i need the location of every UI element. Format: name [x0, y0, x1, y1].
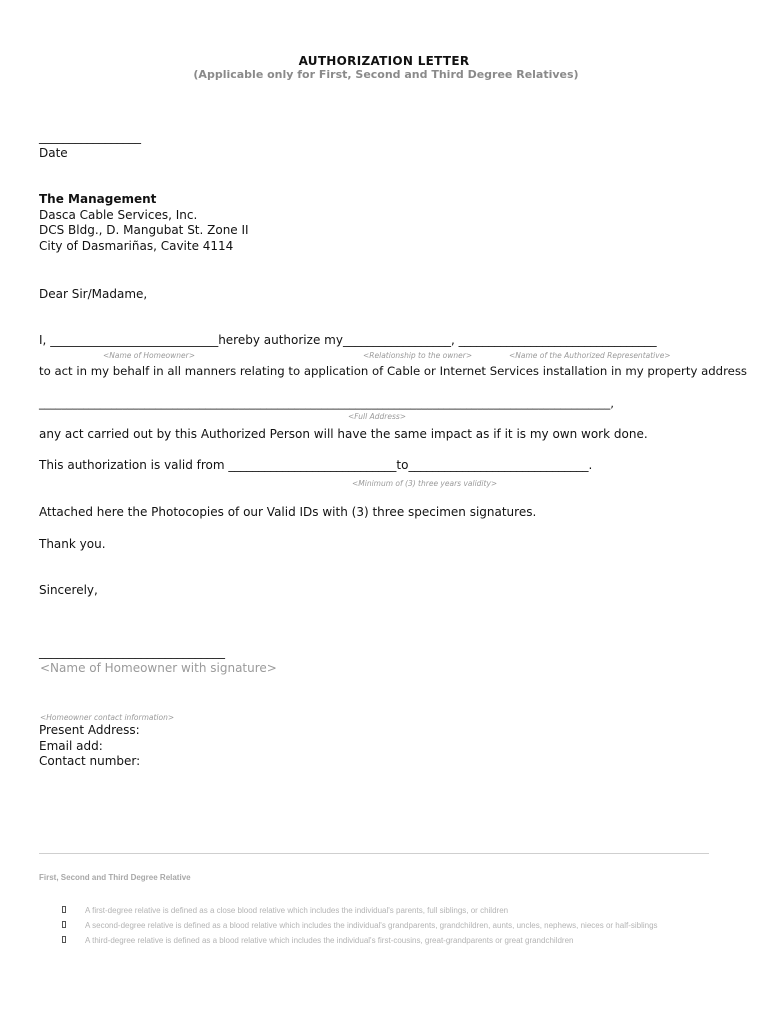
salutation: Dear Sir/Madame,	[39, 287, 148, 301]
thank-you: Thank you.	[39, 537, 106, 551]
addressee-company: Dasca Cable Services, Inc.	[39, 208, 198, 222]
hint-full-address: <Full Address>	[348, 412, 407, 421]
validity-prefix: This authorization is valid from	[39, 458, 225, 472]
hint-relationship: <Relationship to the owner>	[363, 351, 473, 360]
address-blank-line: _______________________________________________________________________________________________________,	[39, 397, 614, 410]
validity-line	[39, 458, 592, 472]
addressee-street: DCS Bldg., D. Mangubat St. Zone II	[39, 223, 249, 237]
footnote-item-second: A second-degree relative is defined as a blood relative which includes the individual's grandparents, grandchildren, aunts, uncles, nephews, nieces or half-siblings	[85, 921, 658, 930]
date-label: Date	[39, 146, 68, 160]
attached-line: Attached here the Photocopies of our Valid IDs with (3) three specimen signatures.	[39, 505, 537, 519]
validity-middle: to	[396, 458, 409, 472]
authorize-line	[39, 333, 657, 347]
document-title: AUTHORIZATION LETTER	[298, 54, 470, 68]
hint-signature: <Name of Homeowner with signature>	[40, 661, 277, 675]
document-subtitle: (Applicable only for First, Second and Third Degree Relatives)	[193, 68, 579, 81]
validity-from-blank: ____________________________	[228, 458, 397, 472]
bullet-box-icon	[62, 906, 66, 913]
present-address-label: Present Address:	[39, 723, 140, 737]
contact-number-label: Contact number:	[39, 754, 141, 768]
footnote-divider	[39, 853, 709, 854]
closing: Sincerely,	[39, 583, 98, 597]
representative-blank: _________________________________	[458, 333, 657, 347]
hint-validity: <Minimum of (3) three years validity>	[352, 479, 498, 488]
hint-homeowner: <Name of Homeowner>	[103, 351, 196, 360]
authorize-middle: hereby authorize my	[218, 333, 343, 347]
hint-representative: <Name of the Authorized Representative>	[509, 351, 671, 360]
hint-contact: <Homeowner contact information>	[40, 713, 175, 722]
footnote-title: First, Second and Third Degree Relative	[39, 873, 191, 882]
date-blank-line: _________________	[39, 130, 141, 144]
act-line: to act in my behalf in all manners relating to application of Cable or Internet Services installation in my property address	[39, 364, 747, 378]
signature-line: _______________________________	[39, 645, 225, 659]
footnote-item-first: A first-degree relative is defined as a close blood relative which includes the individual's parents, full siblings, or children	[85, 906, 509, 915]
addressee-city: City of Dasmariñas, Cavite 4114	[39, 239, 234, 253]
footnote-item-third: A third-degree relative is defined as a blood relative which includes the individual's first-cousins, great-grandparents or great grandchildren	[85, 936, 574, 945]
bullet-box-icon	[62, 936, 66, 943]
email-label: Email add:	[39, 739, 103, 753]
impact-line: any act carried out by this Authorized Person will have the same impact as if it is my own work done.	[39, 427, 648, 441]
authorize-prefix: I,	[39, 333, 47, 347]
relationship-blank: __________________,	[342, 333, 455, 347]
bullet-box-icon	[62, 921, 66, 928]
homeowner-blank: ____________________________	[50, 333, 219, 347]
validity-to-blank: ______________________________.	[408, 458, 593, 472]
addressee-name: The Management	[39, 192, 157, 206]
